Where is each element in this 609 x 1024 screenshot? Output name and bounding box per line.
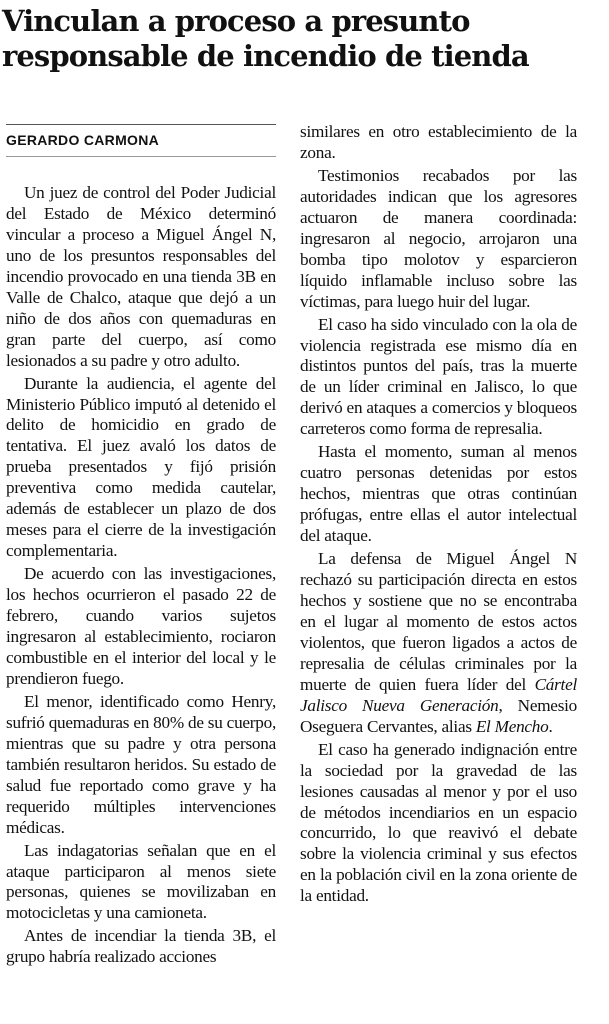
headline-line-1: Vinculan a proceso a presunto [2,4,470,38]
left-column [6,183,276,970]
paragraph: De acuerdo con las investigaciones, los hechos ocurrieron el pasado 22 de febrero, cuando varios sujetos ingresaron al establecimiento, rociaron combustible en el interior del local y le prendieron fuego. [6,564,276,688]
defense-text-start: La defensa de Miguel Ángel N rechazó su participación directa en estos hechos y sostiene que no se encontraba en el lugar al momento de estos actos violentos, que fueron ligados a actos de represalia de células criminales por la muerte de quien fuera líder del [300,549,577,694]
paragraph: Testimonios recabados por las autoridades indican que los agresores actuaron de manera coordinada: ingresaron al negocio, arrojaron una bomba tipo molotov y esparcieron líquido inflamable incluso sobre las víctimas, para luego huir del lugar. [300,165,577,311]
article-headline [2,4,602,74]
paragraph: El caso ha generado indignación entre la sociedad por la gravedad de las lesiones causadas al menor y por el uso de métodos incendiarios en un espacio concurrido, lo que reavivó el debate sobre la violencia criminal y sus efectos en la población civil en la zona oriente de la entidad. [300,739,577,906]
paragraph: Durante la audiencia, el agente del Ministerio Público imputó al detenido el delito de homicidio en grado de tentativa. El juez avaló los datos de prueba presentados y fijó prisión preventiva como medida cautelar, además de establecer un plazo de dos meses para el cierre de la investigación complementaria. [6,373,276,561]
byline-bottom-rule [6,156,276,157]
paragraph-continuation: similares en otro establecimiento de la zona. [300,122,577,162]
paragraph: Hasta el momento, suman al menos cuatro personas detenidas por estos hechos, mientras que otras continúan prófugas, entre ellas el autor intelectual del ataque. [300,442,577,546]
cartel-name: Cártel Jalisco Nueva Generación [300,674,577,715]
headline-line-2: responsable de incendio de tienda [2,39,529,73]
paragraph: El menor, identificado como Henry, sufrió quemaduras en 80% de su cuerpo, mientras que su padre y otra persona también resultaron heridos. Su estado de salud fue reportado como grave y ha requerido múltiples intervenciones médicas. [6,691,276,837]
paragraph: El caso ha sido vinculado con la ola de violencia registrada ese mismo día en distintos puntos del país, tras la muerte de un líder criminal en Jalisco, lo que derivó en ataques a comercios y bloqueos carreteros como forma de represalia. [300,314,577,439]
defense-paragraph [300,549,577,738]
paragraph: Antes de incendiar la tienda 3B, el grupo habría realizado acciones [6,926,276,967]
byline: GERARDO CARMONA [6,132,160,148]
defense-text-mid: , Nemesio Oseguera Cervantes, alias [300,695,577,736]
paragraph: Un juez de control del Poder Judicial del Estado de México determinó vincular a proceso a Miguel Ángel N, uno de los presuntos responsables del incendio provocado en una tienda 3B en Valle de Chalco, ataque que dejó a un niño de dos años con quemaduras en gran parte del cuerpo, así como lesionados a su padre y otro adulto. [6,183,276,370]
right-column [300,122,577,909]
paragraph: Las indagatorias señalan que en el ataque participaron al menos siete personas, quienes se movilizaban en motocicletas y una camioneta. [6,840,276,923]
byline-top-rule [6,124,276,125]
alias: El Mencho [475,716,549,736]
defense-text-end: . [548,716,553,736]
